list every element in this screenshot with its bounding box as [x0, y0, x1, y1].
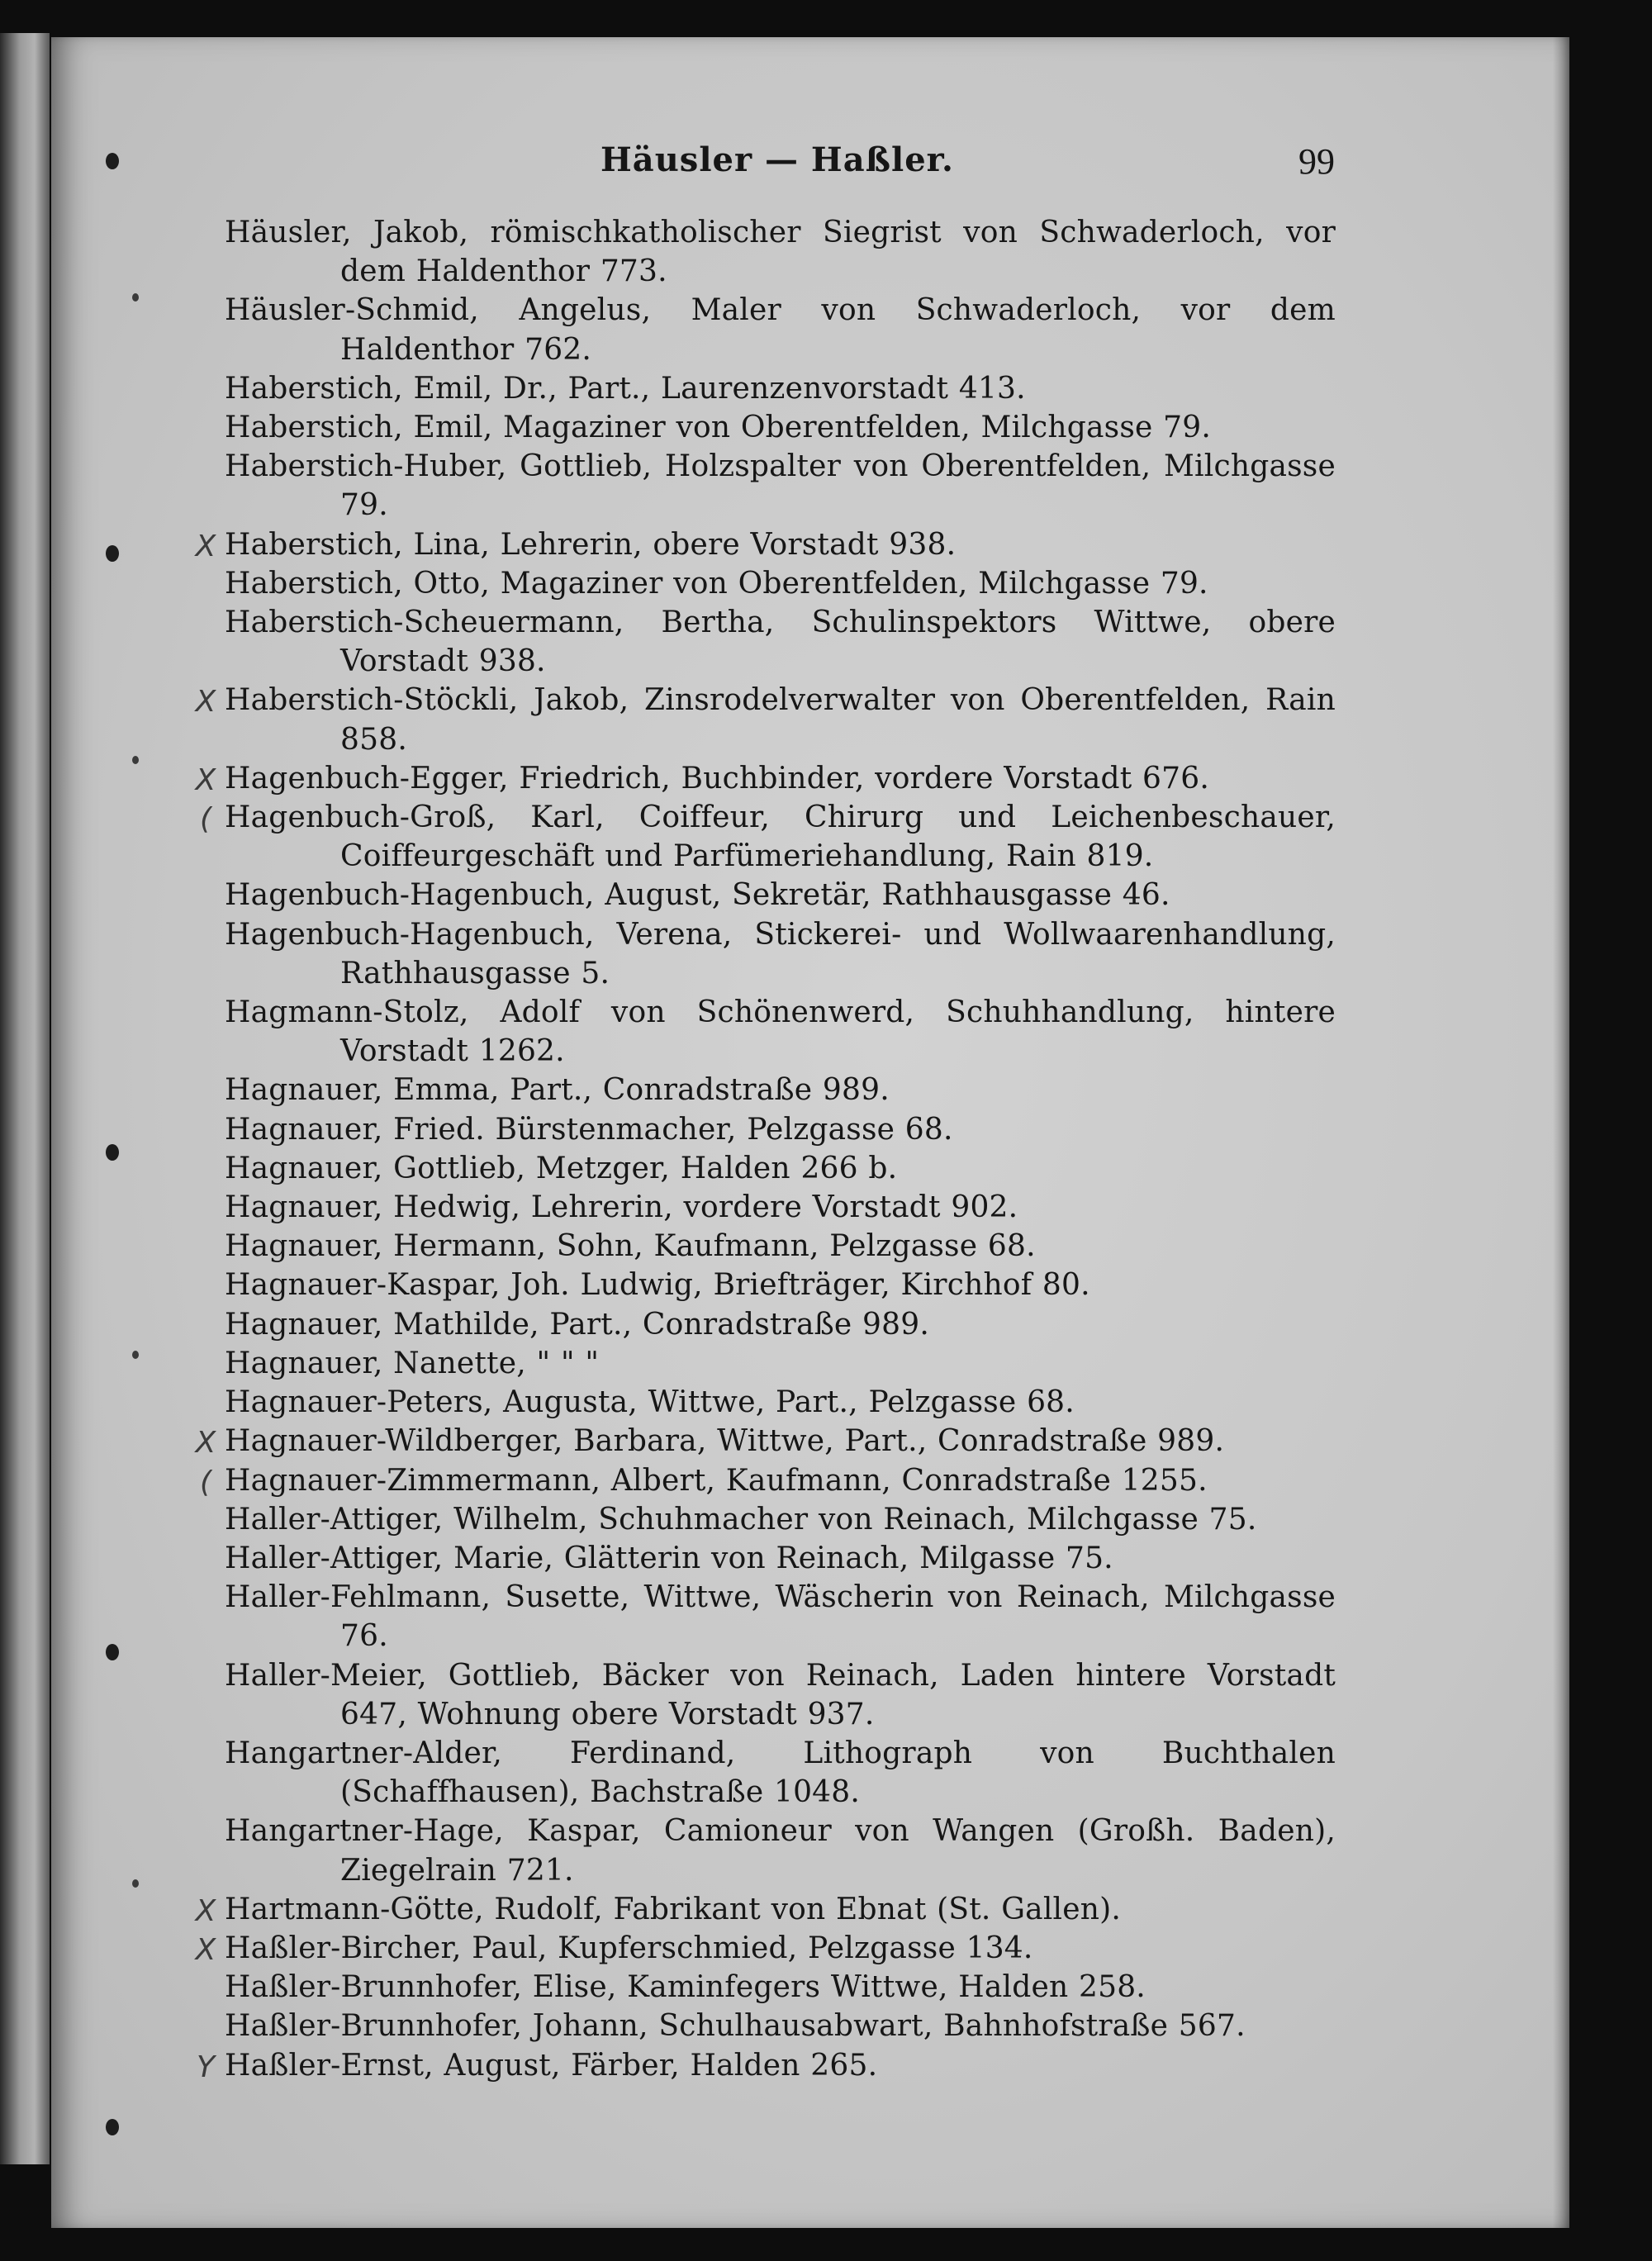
- entry-text: Hagenbuch-Hagenbuch, August, Sekretär, Rathhausgasse 46.: [225, 878, 1170, 913]
- binding-hole: [106, 1144, 119, 1161]
- handwritten-mark: X: [195, 1932, 216, 1967]
- directory-entry: [195, 525, 1336, 564]
- binding-dot: [132, 1879, 139, 1888]
- entry-text: Haberstich, Lina, Lehrerin, obere Vorstadt 938.: [225, 527, 957, 562]
- entry-text: Hagnauer, Nanette, " " ": [225, 1346, 600, 1380]
- page-edge-shadow: [1553, 37, 1569, 2228]
- directory-entry: [225, 915, 1336, 993]
- directory-entry: [225, 213, 1336, 291]
- entry-text: Haßler-Ernst, August, Färber, Halden 265.: [225, 2048, 878, 2083]
- entry-text: Haller-Attiger, Marie, Glätterin von Reinach, Milgasse 75.: [225, 1541, 1113, 1575]
- directory-entry: [225, 1149, 1336, 1188]
- page-header: [220, 132, 1335, 190]
- entry-text: Hagenbuch-Groß, Karl, Coiffeur, Chirurg und Leichenbeschauer, Coiffeurgeschäft und Parfümeriehandlung, Rain 819.: [225, 800, 1336, 874]
- directory-entry: [225, 369, 1336, 408]
- entry-text: Hagnauer, Gottlieb, Metzger, Halden 266 b.: [225, 1151, 898, 1185]
- entry-text: Hangartner-Hage, Kaspar, Camioneur von Wangen (Großh. Baden), Ziegelrain 721.: [225, 1814, 1336, 1888]
- entry-text: Hagenbuch-Hagenbuch, Verena, Stickerei- und Wollwaarenhandlung, Rathhausgasse 5.: [225, 917, 1336, 990]
- running-head: Häusler — Haßler.: [601, 140, 954, 179]
- entry-text: Haberstich-Huber, Gottlieb, Holzspalter von Oberentfelden, Milchgasse 79.: [225, 449, 1336, 523]
- entry-text: Hagnauer, Emma, Part., Conradstraße 989.: [225, 1073, 890, 1108]
- handwritten-mark: X: [195, 685, 216, 720]
- entry-text: Hagnauer, Mathilde, Part., Conradstraße 989.: [225, 1307, 929, 1342]
- directory-entry: [225, 564, 1336, 603]
- entry-text: Hagnauer-Wildberger, Barbara, Wittwe, Part., Conradstraße 989.: [225, 1424, 1225, 1459]
- directory-entry: [225, 1344, 1336, 1383]
- directory-entry: [225, 447, 1336, 525]
- directory-entry: [225, 1266, 1336, 1304]
- entry-text: Haller-Attiger, Wilhelm, Schuhmacher von Reinach, Milchgasse 75.: [225, 1502, 1257, 1537]
- directory-entries: [195, 213, 1336, 2085]
- entry-text: Hagmann-Stolz, Adolf von Schönenwerd, Schuhhandlung, hintere Vorstadt 1262.: [225, 995, 1336, 1069]
- binding-dot: [132, 293, 139, 302]
- directory-entry: [225, 1188, 1336, 1227]
- directory-entry: [225, 876, 1336, 914]
- entry-text: Haberstich, Emil, Dr., Part., Laurenzenvorstadt 413.: [225, 371, 1026, 406]
- directory-entry: [225, 1656, 1336, 1734]
- entry-text: Hagnauer-Kaspar, Joh. Ludwig, Briefträger, Kirchhof 80.: [225, 1268, 1090, 1303]
- directory-entry: [199, 798, 1336, 876]
- entry-text: Hangartner-Alder, Ferdinand, Lithograph von Buchthalen (Schaffhausen), Bachstraße 1048.: [225, 1736, 1336, 1810]
- binding-hole: [106, 1644, 119, 1660]
- directory-entry: [225, 1110, 1336, 1149]
- binding-hole: [106, 2119, 119, 2135]
- handwritten-mark: (: [199, 1465, 212, 1499]
- binding-dot: [132, 756, 139, 764]
- entry-text: Haberstich-Scheuermann, Bertha, Schulinspektors Wittwe, obere Vorstadt 938.: [225, 606, 1336, 679]
- entry-text: Haßler-Brunnhofer, Johann, Schulhausabwart, Bahnhofstraße 567.: [225, 2009, 1246, 2044]
- directory-entry: [225, 1305, 1336, 1344]
- handwritten-mark: (: [199, 802, 212, 837]
- handwritten-mark: X: [195, 1426, 216, 1461]
- page-number: 99: [1298, 141, 1335, 182]
- handwritten-mark: X: [195, 529, 216, 563]
- directory-entry: [225, 291, 1336, 368]
- entry-text: Haller-Fehlmann, Susette, Wittwe, Wäscherin von Reinach, Milchgasse 76.: [225, 1580, 1336, 1654]
- directory-entry: [195, 681, 1336, 758]
- entry-text: Haberstich-Stöckli, Jakob, Zinsrodelverwalter von Oberentfelden, Rain 858.: [225, 683, 1336, 757]
- entry-text: Häusler-Schmid, Angelus, Maler von Schwaderloch, vor dem Haldenthor 762.: [225, 293, 1336, 367]
- handwritten-mark: X: [195, 1893, 216, 1928]
- directory-entry: [195, 1929, 1336, 1968]
- entry-text: Hagnauer, Hedwig, Lehrerin, vordere Vorstadt 902.: [225, 1190, 1018, 1225]
- directory-entry: [225, 1968, 1336, 2007]
- binding-hole: [106, 545, 119, 562]
- directory-entry: [225, 1500, 1336, 1539]
- entry-text: Hagnauer-Zimmermann, Albert, Kaufmann, Conradstraße 1255.: [225, 1463, 1208, 1498]
- directory-entry: [195, 759, 1336, 798]
- entry-text: Hagnauer, Hermann, Sohn, Kaufmann, Pelzgasse 68.: [225, 1229, 1036, 1264]
- handwritten-mark: Y: [197, 2050, 215, 2084]
- directory-entry: [195, 1890, 1336, 1929]
- entry-text: Haßler-Brunnhofer, Elise, Kaminfegers Wittwe, Halden 258.: [225, 1970, 1146, 2005]
- directory-entry: [199, 1461, 1336, 1500]
- directory-entry: [225, 1071, 1336, 1109]
- entry-text: Hartmann-Götte, Rudolf, Fabrikant von Ebnat (St. Gallen).: [225, 1892, 1122, 1926]
- directory-entry: [225, 408, 1336, 447]
- binding-dot: [132, 1351, 139, 1359]
- entry-text: Haberstich, Otto, Magaziner von Oberentfelden, Milchgasse 79.: [225, 566, 1208, 601]
- directory-entry: [225, 2007, 1336, 2045]
- entry-text: Hagnauer, Fried. Bürstenmacher, Pelzgasse 68.: [225, 1112, 953, 1147]
- directory-entry: [225, 1227, 1336, 1266]
- directory-entry: [225, 993, 1336, 1071]
- directory-entry: [225, 1578, 1336, 1655]
- handwritten-mark: X: [195, 762, 216, 797]
- binding-hole: [106, 153, 119, 169]
- directory-entry: [225, 1812, 1336, 1889]
- entry-text: Haberstich, Emil, Magaziner von Oberentfelden, Milchgasse 79.: [225, 411, 1212, 445]
- entry-text: Haßler-Bircher, Paul, Kupferschmied, Pelzgasse 134.: [225, 1931, 1033, 1965]
- entry-text: Hagnauer-Peters, Augusta, Wittwe, Part., Pelzgasse 68.: [225, 1385, 1075, 1420]
- directory-entry: [225, 1734, 1336, 1812]
- entry-text: Hagenbuch-Egger, Friedrich, Buchbinder, vordere Vorstadt 676.: [225, 761, 1209, 796]
- entry-text: Haller-Meier, Gottlieb, Bäcker von Reinach, Laden hintere Vorstadt 647, Wohnung obere Vorstadt 937.: [225, 1658, 1336, 1731]
- directory-entry: [225, 1383, 1336, 1422]
- directory-entry: [195, 1422, 1336, 1461]
- directory-entry: [197, 2046, 1336, 2085]
- directory-entry: [225, 1539, 1336, 1578]
- previous-page-edge: [0, 33, 50, 2164]
- directory-entry: [225, 603, 1336, 681]
- entry-text: Häusler, Jakob, römischkatholischer Siegrist von Schwaderloch, vor dem Haldenthor 773.: [225, 216, 1336, 289]
